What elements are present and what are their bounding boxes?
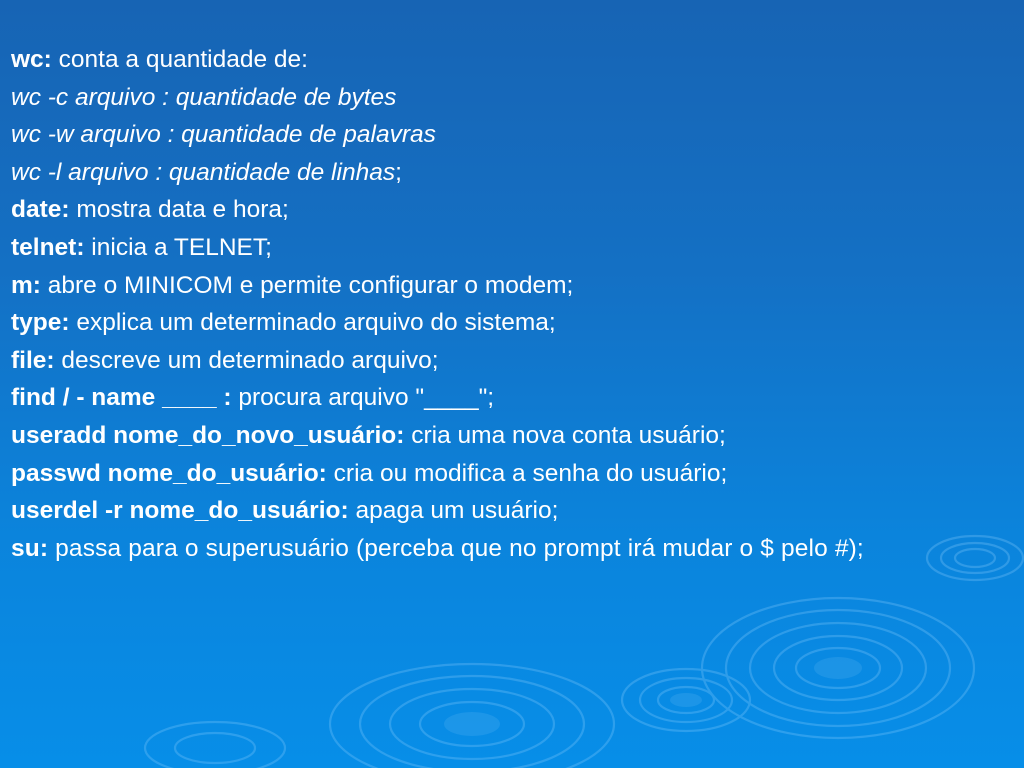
option-text: wc -w arquivo : quantidade de palavras [11, 121, 436, 149]
command-item-file [11, 342, 1016, 380]
command-term: wc: [11, 46, 52, 73]
command-term: passwd nome_do_usuário: [11, 459, 327, 487]
command-item-userdel [11, 492, 1016, 530]
command-term: type: [11, 309, 70, 337]
command-term: useradd nome_do_novo_usuário: [11, 421, 405, 449]
command-description: passa para o superusuário (perceba que no prompt irá mudar o $ pelo #); [48, 534, 864, 562]
command-term: date: [11, 196, 70, 224]
command-item-telnet [11, 229, 1016, 267]
command-term: telnet: [11, 233, 85, 261]
command-description: procura arquivo "____"; [231, 384, 495, 412]
command-description: apaga um usuário; [348, 497, 559, 525]
slide-body [11, 41, 1016, 567]
wc-option-words [11, 116, 1016, 154]
command-item-wc [11, 41, 1016, 79]
command-description: mostra data e hora; [69, 196, 289, 224]
command-item-date [11, 191, 1016, 229]
command-description: abre o MINICOM e permite configurar o modem; [40, 271, 574, 299]
command-description: cria uma nova conta usuário; [404, 421, 726, 449]
wc-option-bytes [11, 79, 1016, 117]
command-description: conta a quantidade de: [51, 46, 308, 73]
command-term: su: [11, 534, 49, 562]
command-item-passwd [11, 455, 1016, 493]
command-item-m [11, 267, 1016, 305]
command-description: descreve um determinado arquivo; [54, 346, 439, 374]
command-term: find / - name ____ : [11, 384, 232, 412]
command-item-type [11, 304, 1016, 342]
command-description: inicia a TELNET; [84, 233, 272, 261]
command-term: m: [11, 271, 41, 299]
command-description: cria ou modifica a senha do usuário; [326, 459, 728, 487]
option-text: wc -l arquivo : quantidade de linhas [11, 158, 396, 186]
option-suffix: ; [395, 158, 402, 186]
command-item-su [11, 530, 1016, 568]
wc-option-lines [11, 154, 1016, 192]
command-item-useradd [11, 417, 1016, 455]
command-term: file: [11, 346, 55, 374]
command-item-find [11, 379, 1016, 417]
command-term: userdel -r nome_do_usuário: [11, 497, 349, 525]
option-text: wc -c arquivo : quantidade de bytes [11, 83, 397, 111]
command-description: explica um determinado arquivo do sistema; [69, 309, 556, 337]
